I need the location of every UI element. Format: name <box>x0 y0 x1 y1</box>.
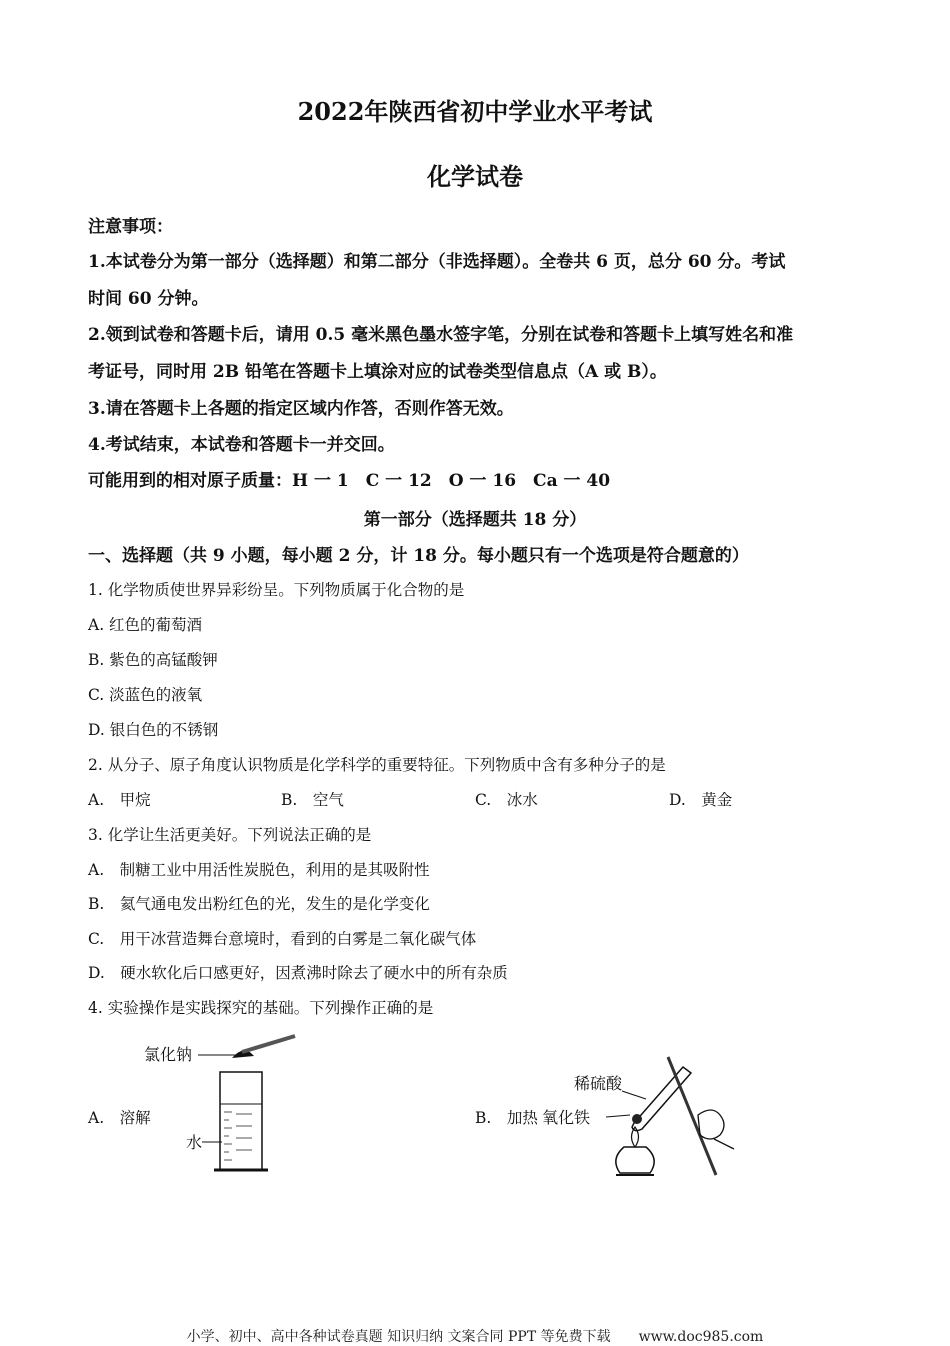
atomic-mass-line: 可能用到的相对原子质量：H 一 1 C 一 12 O 一 16 Ca 一 40 <box>88 471 611 491</box>
q4-option-b: B. 加热 <box>475 1109 538 1127</box>
section-heading: 一、选择题（共 9 小题，每小题 2 分，计 18 分。每小题只有一个选项是符合题意的） <box>88 546 749 566</box>
exam-title: 2022年陕西省初中学业水平考试 <box>297 97 653 126</box>
test-tube-holder <box>668 1057 716 1175</box>
q1-option-a: A. 红色的葡萄酒 <box>88 616 203 634</box>
note-2-line-1: 2.领到试卷和答题卡后，请用 0.5 毫米黑色墨水签字笔，分别在试卷和答题卡上填写姓名和准 <box>88 325 794 345</box>
q1-option-c: C. 淡蓝色的液氧 <box>88 686 203 704</box>
hand-arrow <box>714 1139 734 1149</box>
q4-stem: 4. 实验操作是实践探究的基础。下列操作正确的是 <box>88 999 434 1017</box>
q2-option-a: A. 甲烷 <box>88 791 151 809</box>
q4-option-a: A. 溶解 <box>88 1109 151 1127</box>
note-2-line-2: 考证号，同时用 2B 铅笔在答题卡上填涂对应的试卷类型信息点（A 或 B）。 <box>88 362 667 382</box>
hand <box>698 1110 724 1139</box>
q2-option-c: C. 冰水 <box>475 791 538 809</box>
dissolving-figure <box>140 1030 330 1180</box>
water-label: 水 <box>186 1133 203 1152</box>
note-3: 3.请在答题卡上各题的指定区域内作答，否则作答无效。 <box>88 399 514 419</box>
q1-option-d: D. 银白色的不锈钢 <box>88 721 219 739</box>
note-4: 4.考试结束，本试卷和答题卡一并交回。 <box>88 435 395 455</box>
alcohol-lamp <box>616 1147 654 1173</box>
q3-option-b: B. 氦气通电发出粉红色的光，发生的是化学变化 <box>88 895 430 913</box>
q3-option-c: C. 用干冰营造舞台意境时，看到的白雾是二氧化碳气体 <box>88 930 477 948</box>
spatula-handle <box>242 1036 295 1052</box>
q2-option-d: D. 黄金 <box>669 791 733 809</box>
q1-option-b: B. 紫色的高锰酸钾 <box>88 651 218 669</box>
exam-subtitle: 化学试卷 <box>427 162 523 191</box>
graduated-cylinder <box>220 1072 262 1170</box>
q3-option-a: A. 制糖工业中用活性炭脱色，利用的是其吸附性 <box>88 861 430 879</box>
q2-option-b: B. 空气 <box>281 791 344 809</box>
salt-label: 氯化钠 <box>144 1045 193 1064</box>
q2-stem: 2. 从分子、原子角度认识物质是化学科学的重要特征。下列物质中含有多种分子的是 <box>88 756 666 774</box>
notes-heading: 注意事项： <box>88 217 173 237</box>
oxide-label: 氧化铁 <box>542 1108 591 1127</box>
part1-heading: 第一部分（选择题共 18 分） <box>363 510 587 530</box>
acid-label: 稀硫酸 <box>574 1074 623 1093</box>
q3-option-d: D. 硬水软化后口感更好，因煮沸时除去了硬水中的所有杂质 <box>88 964 508 982</box>
oxide-leader-line <box>606 1115 630 1117</box>
heating-figure <box>538 1055 763 1180</box>
iron-oxide-powder <box>632 1114 642 1124</box>
q3-stem: 3. 化学让生活更美好。下列说法正确的是 <box>88 826 372 844</box>
cylinder-graduations <box>224 1112 252 1160</box>
q1-stem: 1. 化学物质使世界异彩纷呈。下列物质属于化合物的是 <box>88 581 465 599</box>
note-1-line-2: 时间 60 分钟。 <box>88 289 209 309</box>
acid-leader-line <box>622 1091 646 1099</box>
note-1-line-1: 1.本试卷分为第一部分（选择题）和第二部分（非选择题）。全卷共 6 页，总分 60 分。考试 <box>88 252 786 272</box>
footer-text: 小学、初中、高中各种试卷真题 知识归纳 文案合同 PPT 等免费下载 www.doc985.com <box>186 1329 764 1345</box>
